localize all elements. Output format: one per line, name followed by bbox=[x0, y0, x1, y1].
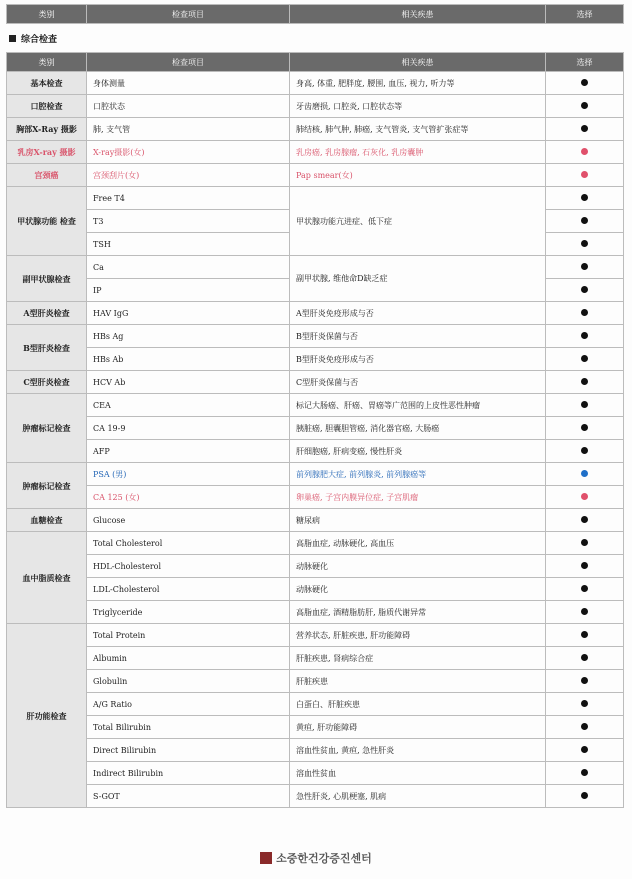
selected-dot-icon[interactable] bbox=[581, 608, 588, 615]
category-cell: 肝功能检查 bbox=[7, 624, 87, 808]
header-disease: 相关疾患 bbox=[290, 53, 546, 72]
disease-cell: 溶血性贫血, 黄疸, 急性肝炎 bbox=[290, 739, 546, 762]
category-cell: 肿瘤标记检查 bbox=[7, 394, 87, 463]
table-row bbox=[7, 578, 624, 601]
disease-cell: 卵巢癌, 子宫内膜异位症, 子宫肌瘤 bbox=[290, 486, 546, 509]
selected-dot-icon[interactable] bbox=[581, 447, 588, 454]
table-row bbox=[7, 371, 624, 394]
header-select: 选择 bbox=[546, 5, 624, 24]
selected-dot-icon[interactable] bbox=[581, 723, 588, 730]
select-cell[interactable] bbox=[546, 670, 624, 693]
selected-dot-icon[interactable] bbox=[581, 125, 588, 132]
table-row bbox=[7, 624, 624, 647]
item-cell: Triglyceride bbox=[87, 601, 290, 624]
table-row bbox=[7, 348, 624, 371]
item-cell: HDL-Cholesterol bbox=[87, 555, 290, 578]
item-cell: TSH bbox=[87, 233, 290, 256]
table-row bbox=[7, 72, 624, 95]
select-cell[interactable] bbox=[546, 739, 624, 762]
select-cell[interactable] bbox=[546, 486, 624, 509]
select-cell[interactable] bbox=[546, 394, 624, 417]
item-cell: CA 19-9 bbox=[87, 417, 290, 440]
disease-cell: 营养状态, 肝脏疾患, 肝功能障碍 bbox=[290, 624, 546, 647]
item-cell: AFP bbox=[87, 440, 290, 463]
disease-cell: B型肝炎保菌与否 bbox=[290, 325, 546, 348]
disease-cell: 动脉硬化 bbox=[290, 555, 546, 578]
category-cell: A型肝炎检查 bbox=[7, 302, 87, 325]
selected-dot-icon[interactable] bbox=[581, 263, 588, 270]
selected-dot-icon[interactable] bbox=[581, 677, 588, 684]
selected-dot-icon[interactable] bbox=[581, 516, 588, 523]
selected-dot-icon[interactable] bbox=[581, 217, 588, 224]
item-cell: 口腔状态 bbox=[87, 95, 290, 118]
select-cell[interactable] bbox=[546, 578, 624, 601]
exam-table-body bbox=[7, 72, 624, 808]
category-cell: 宫颈癌 bbox=[7, 164, 87, 187]
selected-dot-icon[interactable] bbox=[581, 378, 588, 385]
selected-dot-icon[interactable] bbox=[581, 700, 588, 707]
selected-dot-icon[interactable] bbox=[581, 585, 588, 592]
header-item: 检查项目 bbox=[87, 5, 290, 24]
disease-cell: 身高, 体重, 肥胖度, 腰围, 血压, 视力, 听力等 bbox=[290, 72, 546, 95]
item-cell: PSA (男) bbox=[87, 463, 290, 486]
disease-cell: 前列腺肥大症, 前列腺炎, 前列腺癌等 bbox=[290, 463, 546, 486]
category-cell: 乳房X-ray 摄影 bbox=[7, 141, 87, 164]
select-cell[interactable] bbox=[546, 647, 624, 670]
selected-dot-icon[interactable] bbox=[581, 286, 588, 293]
disease-cell: 标记大肠癌、肝癌、胃癌等广范围的上皮性恶性肿瘤 bbox=[290, 394, 546, 417]
table-row bbox=[7, 394, 624, 417]
select-cell[interactable] bbox=[546, 463, 624, 486]
select-cell[interactable] bbox=[546, 371, 624, 394]
category-cell: 甲状腺功能 检查 bbox=[7, 187, 87, 256]
table-row bbox=[7, 601, 624, 624]
selected-dot-icon[interactable] bbox=[581, 769, 588, 776]
select-cell[interactable] bbox=[546, 509, 624, 532]
category-cell: 胸部X-Ray 摄影 bbox=[7, 118, 87, 141]
item-cell: Total Cholesterol bbox=[87, 532, 290, 555]
selected-dot-icon[interactable] bbox=[581, 401, 588, 408]
item-cell: IP bbox=[87, 279, 290, 302]
category-cell: C型肝炎检查 bbox=[7, 371, 87, 394]
item-cell: CA 125 (女) bbox=[87, 486, 290, 509]
selected-dot-icon[interactable] bbox=[581, 171, 588, 178]
table-row bbox=[7, 532, 624, 555]
table-row bbox=[7, 440, 624, 463]
table-row bbox=[7, 187, 624, 210]
table-row bbox=[7, 785, 624, 808]
select-cell[interactable] bbox=[546, 302, 624, 325]
disease-cell: 糖尿病 bbox=[290, 509, 546, 532]
selected-dot-icon[interactable] bbox=[581, 424, 588, 431]
selected-dot-icon[interactable] bbox=[581, 631, 588, 638]
table-row bbox=[7, 141, 624, 164]
header-item: 检查项目 bbox=[87, 53, 290, 72]
section-title: 综合检查 bbox=[9, 32, 57, 45]
select-cell[interactable] bbox=[546, 210, 624, 233]
table-row bbox=[7, 555, 624, 578]
exam-table bbox=[6, 52, 624, 808]
select-cell[interactable] bbox=[546, 440, 624, 463]
disease-cell: 高脂血症, 酒精脂肪肝, 脂质代谢异常 bbox=[290, 601, 546, 624]
item-cell: Total Bilirubin bbox=[87, 716, 290, 739]
table-row bbox=[7, 762, 624, 785]
item-cell: 肺, 支气管 bbox=[87, 118, 290, 141]
table-row bbox=[7, 164, 624, 187]
item-cell: Total Protein bbox=[87, 624, 290, 647]
table-row bbox=[7, 647, 624, 670]
category-cell: 血糖检查 bbox=[7, 509, 87, 532]
table-row bbox=[7, 118, 624, 141]
disease-cell: 白蛋白、肝脏疾患 bbox=[290, 693, 546, 716]
disease-cell: 黄疸, 肝功能障碍 bbox=[290, 716, 546, 739]
table-row bbox=[7, 670, 624, 693]
table-row bbox=[7, 693, 624, 716]
select-cell[interactable] bbox=[546, 417, 624, 440]
item-cell: Free T4 bbox=[87, 187, 290, 210]
item-cell: Globulin bbox=[87, 670, 290, 693]
item-cell: Ca bbox=[87, 256, 290, 279]
header-select: 选择 bbox=[546, 53, 624, 72]
disease-cell: 肝脏疾患 bbox=[290, 670, 546, 693]
disease-cell: 急性肝炎, 心肌梗塞, 肌病 bbox=[290, 785, 546, 808]
footer-logo: 소중한건강증진센터 bbox=[0, 850, 632, 866]
selected-dot-icon[interactable] bbox=[581, 562, 588, 569]
disease-cell: 牙齿磨损, 口腔炎, 口腔状态等 bbox=[290, 95, 546, 118]
disease-cell: 甲状腺功能亢进症、低下症 bbox=[290, 187, 546, 256]
selected-dot-icon[interactable] bbox=[581, 654, 588, 661]
table-row bbox=[7, 417, 624, 440]
selected-dot-icon[interactable] bbox=[581, 493, 588, 500]
selected-dot-icon[interactable] bbox=[581, 102, 588, 109]
selected-dot-icon[interactable] bbox=[581, 470, 588, 477]
select-cell[interactable] bbox=[546, 624, 624, 647]
select-cell[interactable] bbox=[546, 555, 624, 578]
selected-dot-icon[interactable] bbox=[581, 240, 588, 247]
select-cell[interactable] bbox=[546, 762, 624, 785]
disease-cell: 肺结核, 肺气肿, 肺癌, 支气管炎, 支气管扩张症等 bbox=[290, 118, 546, 141]
item-cell: HAV IgG bbox=[87, 302, 290, 325]
item-cell: 宫颈刮片(女) bbox=[87, 164, 290, 187]
header-row bbox=[7, 5, 624, 24]
selected-dot-icon[interactable] bbox=[581, 79, 588, 86]
table-row bbox=[7, 302, 624, 325]
select-cell[interactable] bbox=[546, 95, 624, 118]
selected-dot-icon[interactable] bbox=[581, 746, 588, 753]
disease-cell: 肝脏疾患, 肾病综合症 bbox=[290, 647, 546, 670]
category-cell: 基本检查 bbox=[7, 72, 87, 95]
header-category: 类别 bbox=[7, 53, 87, 72]
select-cell[interactable] bbox=[546, 716, 624, 739]
category-cell: 血中脂质检查 bbox=[7, 532, 87, 624]
table-row bbox=[7, 95, 624, 118]
selected-dot-icon[interactable] bbox=[581, 332, 588, 339]
selected-dot-icon[interactable] bbox=[581, 194, 588, 201]
select-cell[interactable] bbox=[546, 279, 624, 302]
table-row bbox=[7, 739, 624, 762]
item-cell: HBs Ab bbox=[87, 348, 290, 371]
category-cell: 肿瘤标记检查 bbox=[7, 463, 87, 509]
select-cell[interactable] bbox=[546, 532, 624, 555]
select-cell[interactable] bbox=[546, 348, 624, 371]
table-row bbox=[7, 486, 624, 509]
disease-cell: A型肝炎免疫形成与否 bbox=[290, 302, 546, 325]
item-cell: T3 bbox=[87, 210, 290, 233]
select-cell[interactable] bbox=[546, 187, 624, 210]
disease-cell: C型肝炎保菌与否 bbox=[290, 371, 546, 394]
table-row bbox=[7, 463, 624, 486]
select-cell[interactable] bbox=[546, 164, 624, 187]
selected-dot-icon[interactable] bbox=[581, 148, 588, 155]
disease-cell: 高脂血症, 动脉硬化, 高血压 bbox=[290, 532, 546, 555]
top-header-table bbox=[6, 4, 624, 24]
selected-dot-icon[interactable] bbox=[581, 792, 588, 799]
item-cell: 身体测量 bbox=[87, 72, 290, 95]
square-bullet-icon bbox=[9, 35, 16, 42]
category-cell: 口腔检查 bbox=[7, 95, 87, 118]
disease-cell: B型肝炎免疫形成与否 bbox=[290, 348, 546, 371]
disease-cell: 副甲状腺, 维他命D缺乏症 bbox=[290, 256, 546, 302]
item-cell: A/G Ratio bbox=[87, 693, 290, 716]
item-cell: Glucose bbox=[87, 509, 290, 532]
item-cell: Indirect Bilirubin bbox=[87, 762, 290, 785]
table-row bbox=[7, 716, 624, 739]
item-cell: X-ray摄影(女) bbox=[87, 141, 290, 164]
table-row bbox=[7, 325, 624, 348]
selected-dot-icon[interactable] bbox=[581, 309, 588, 316]
category-cell: B型肝炎检查 bbox=[7, 325, 87, 371]
item-cell: HCV Ab bbox=[87, 371, 290, 394]
select-cell[interactable] bbox=[546, 118, 624, 141]
select-cell[interactable] bbox=[546, 693, 624, 716]
selected-dot-icon[interactable] bbox=[581, 355, 588, 362]
select-cell[interactable] bbox=[546, 233, 624, 256]
selected-dot-icon[interactable] bbox=[581, 539, 588, 546]
header-disease: 相关疾患 bbox=[290, 5, 546, 24]
item-cell: HBs Ag bbox=[87, 325, 290, 348]
disease-cell: Pap smear(女) bbox=[290, 164, 546, 187]
disease-cell: 肝细胞癌, 肝病变癌, 慢性肝炎 bbox=[290, 440, 546, 463]
select-cell[interactable] bbox=[546, 72, 624, 95]
item-cell: Albumin bbox=[87, 647, 290, 670]
header-row bbox=[7, 53, 624, 72]
disease-cell: 溶血性贫血 bbox=[290, 762, 546, 785]
item-cell: S-GOT bbox=[87, 785, 290, 808]
select-cell[interactable] bbox=[546, 601, 624, 624]
select-cell[interactable] bbox=[546, 785, 624, 808]
table-row bbox=[7, 509, 624, 532]
select-cell[interactable] bbox=[546, 325, 624, 348]
category-cell: 副甲状腺检查 bbox=[7, 256, 87, 302]
table-row bbox=[7, 256, 624, 279]
disease-cell: 动脉硬化 bbox=[290, 578, 546, 601]
disease-cell: 胰脏癌, 胆囊胆管癌, 消化器官癌, 大肠癌 bbox=[290, 417, 546, 440]
item-cell: LDL-Cholesterol bbox=[87, 578, 290, 601]
item-cell: Direct Bilirubin bbox=[87, 739, 290, 762]
disease-cell: 乳房癌, 乳房腺瘤, 石灰化, 乳房囊肿 bbox=[290, 141, 546, 164]
select-cell[interactable] bbox=[546, 256, 624, 279]
header-category: 类别 bbox=[7, 5, 87, 24]
item-cell: CEA bbox=[87, 394, 290, 417]
center-logo-icon bbox=[260, 852, 272, 864]
select-cell[interactable] bbox=[546, 141, 624, 164]
